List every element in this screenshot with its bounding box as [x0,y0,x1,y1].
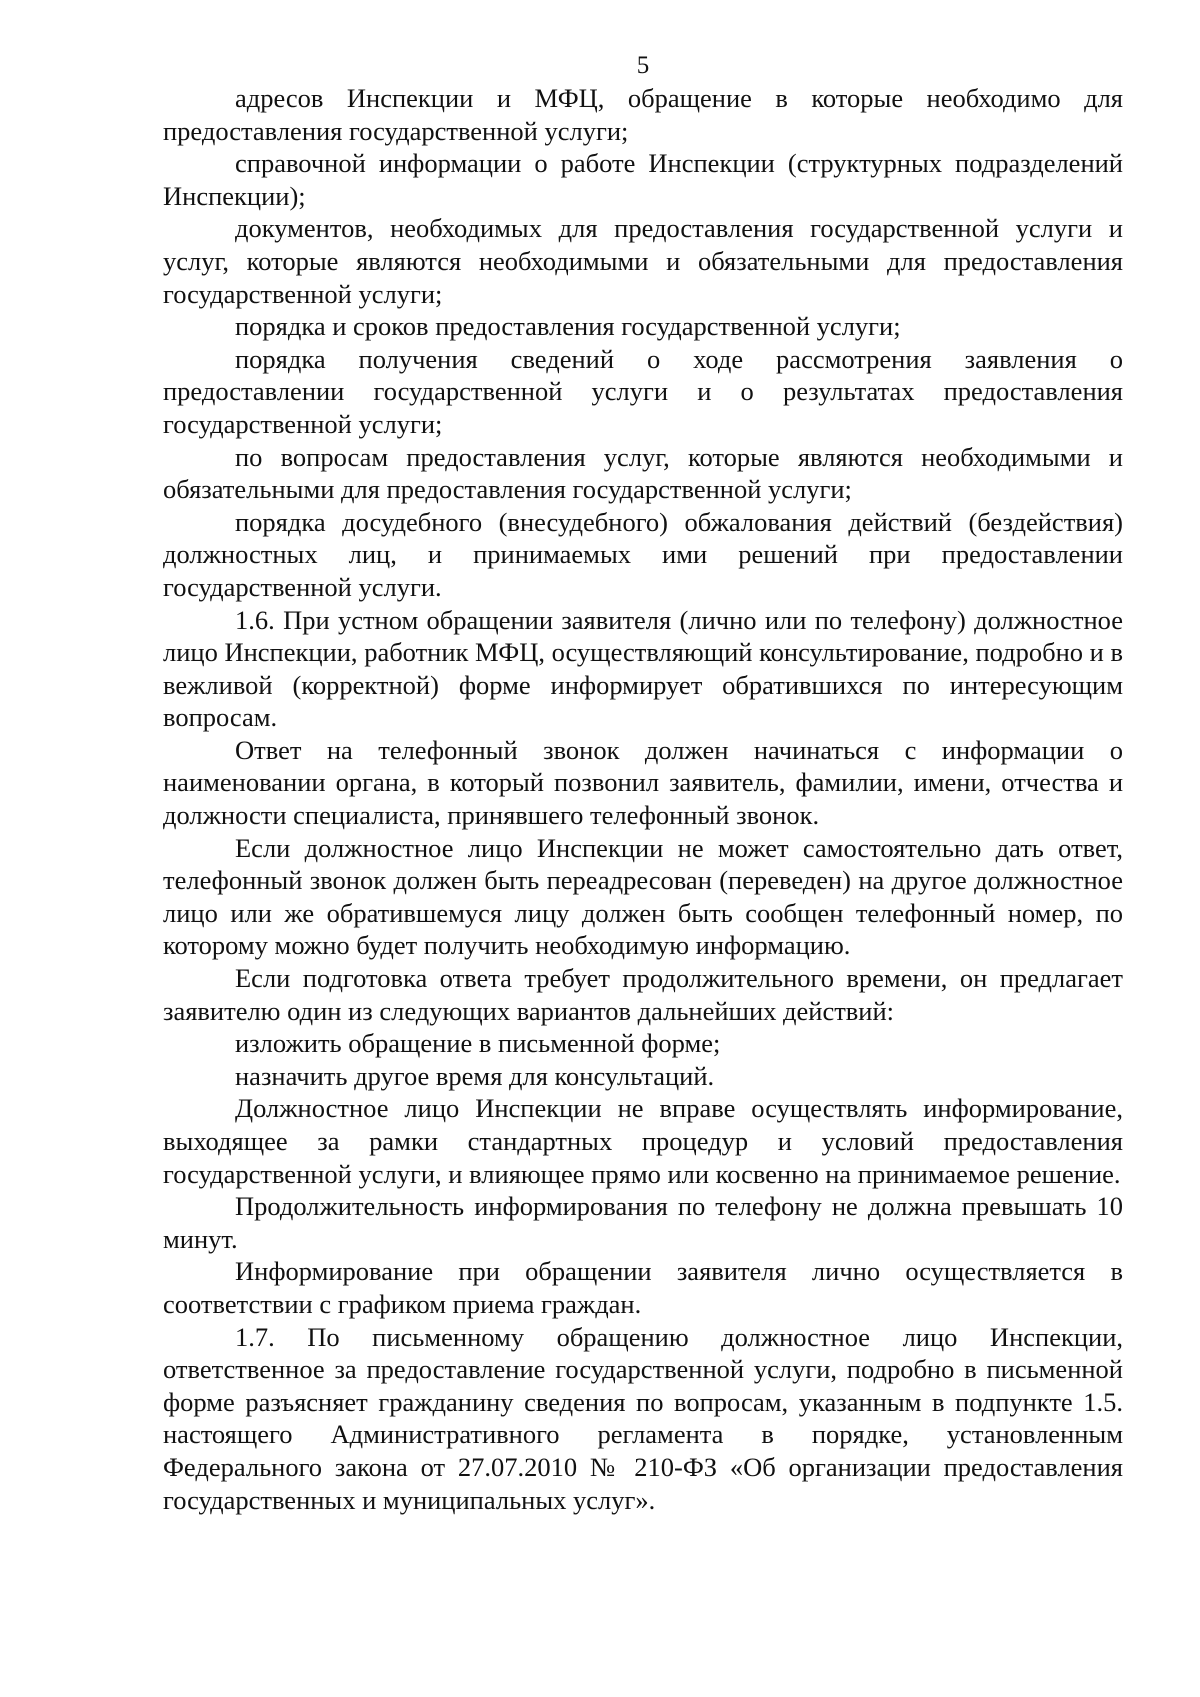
paragraph: документов, необходимых для предоставления государственной услуги и услуг, которые являются необходимыми и обязательными для предоставления государственной услуги; [163,213,1123,309]
document-page [163,50,1123,1516]
paragraph: Продолжительность информирования по телефону не должна превышать 10 минут. [163,1191,1123,1254]
paragraph: Информирование при обращении заявителя лично осуществляется в соответствии с графиком приема граждан. [163,1256,1123,1319]
paragraph: Ответ на телефонный звонок должен начинаться с информации о наименовании органа, в который позвонил заявитель, фамилии, имени, отчества и должности специалиста, принявшего телефонный звонок. [163,734,1123,831]
paragraph: справочной информации о работе Инспекции (структурных подразделений Инспекции); [163,148,1123,211]
paragraph: Должностное лицо Инспекции не вправе осуществлять информирование, выходящее за рамки стандартных процедур и условий предоставления государственной услуги, и влияющее прямо или косвенно на принимаемое решение. [163,1093,1123,1189]
document-body [163,82,1123,1516]
paragraph: по вопросам предоставления услуг, которые являются необходимыми и обязательными для предоставления государственной услуги; [163,441,1123,505]
paragraph: порядка получения сведений о ходе рассмотрения заявления о предоставлении государственной услуги и о результатах предоставления государственной услуги; [163,343,1123,439]
paragraph-section-1-7: 1.7. По письменному обращению должностное лицо Инспекции, ответственное за предоставление государственной услуги, подробно в письменной форме разъясняет гражданину сведения по вопросам, указанным в подпункте 1.5. настоящего Административного регламента в порядке, установленным Федерального закона от 27.07.2010 № 210-ФЗ «Об организации предоставления государственных и муниципальных услуг». [163,1321,1123,1515]
paragraph: назначить другое время для консультаций. [235,1060,715,1091]
paragraph: порядка и сроков предоставления государственной услуги; [235,311,901,342]
paragraph-section-1-6: 1.6. При устном обращении заявителя (лично или по телефону) должностное лицо Инспекции, работник МФЦ, осуществляющий консультирование, подробно и в вежливой (корректной) форме информирует обратившихся по интересующим вопросам. [163,604,1123,733]
page-number: 5 [636,52,650,79]
paragraph: изложить обращение в письменной форме; [235,1028,721,1059]
paragraph: адресов Инспекции и МФЦ, обращение в которые необходимо для предоставления государственной услуги; [163,83,1123,146]
paragraph: порядка досудебного (внесудебного) обжалования действий (бездействия) должностных лиц, и принимаемых ими решений при предоставлении государственной услуги. [163,506,1123,602]
paragraph: Если подготовка ответа требует продолжительного времени, он предлагает заявителю один из следующих вариантов дальнейших действий: [163,963,1123,1026]
paragraph: Если должностное лицо Инспекции не может самостоятельно дать ответ, телефонный звонок должен быть переадресован (переведен) на другое должностное лицо или же обратившемуся лицу должен быть сообщен телефонный номер, по которому можно будет получить необходимую информацию. [163,832,1123,961]
